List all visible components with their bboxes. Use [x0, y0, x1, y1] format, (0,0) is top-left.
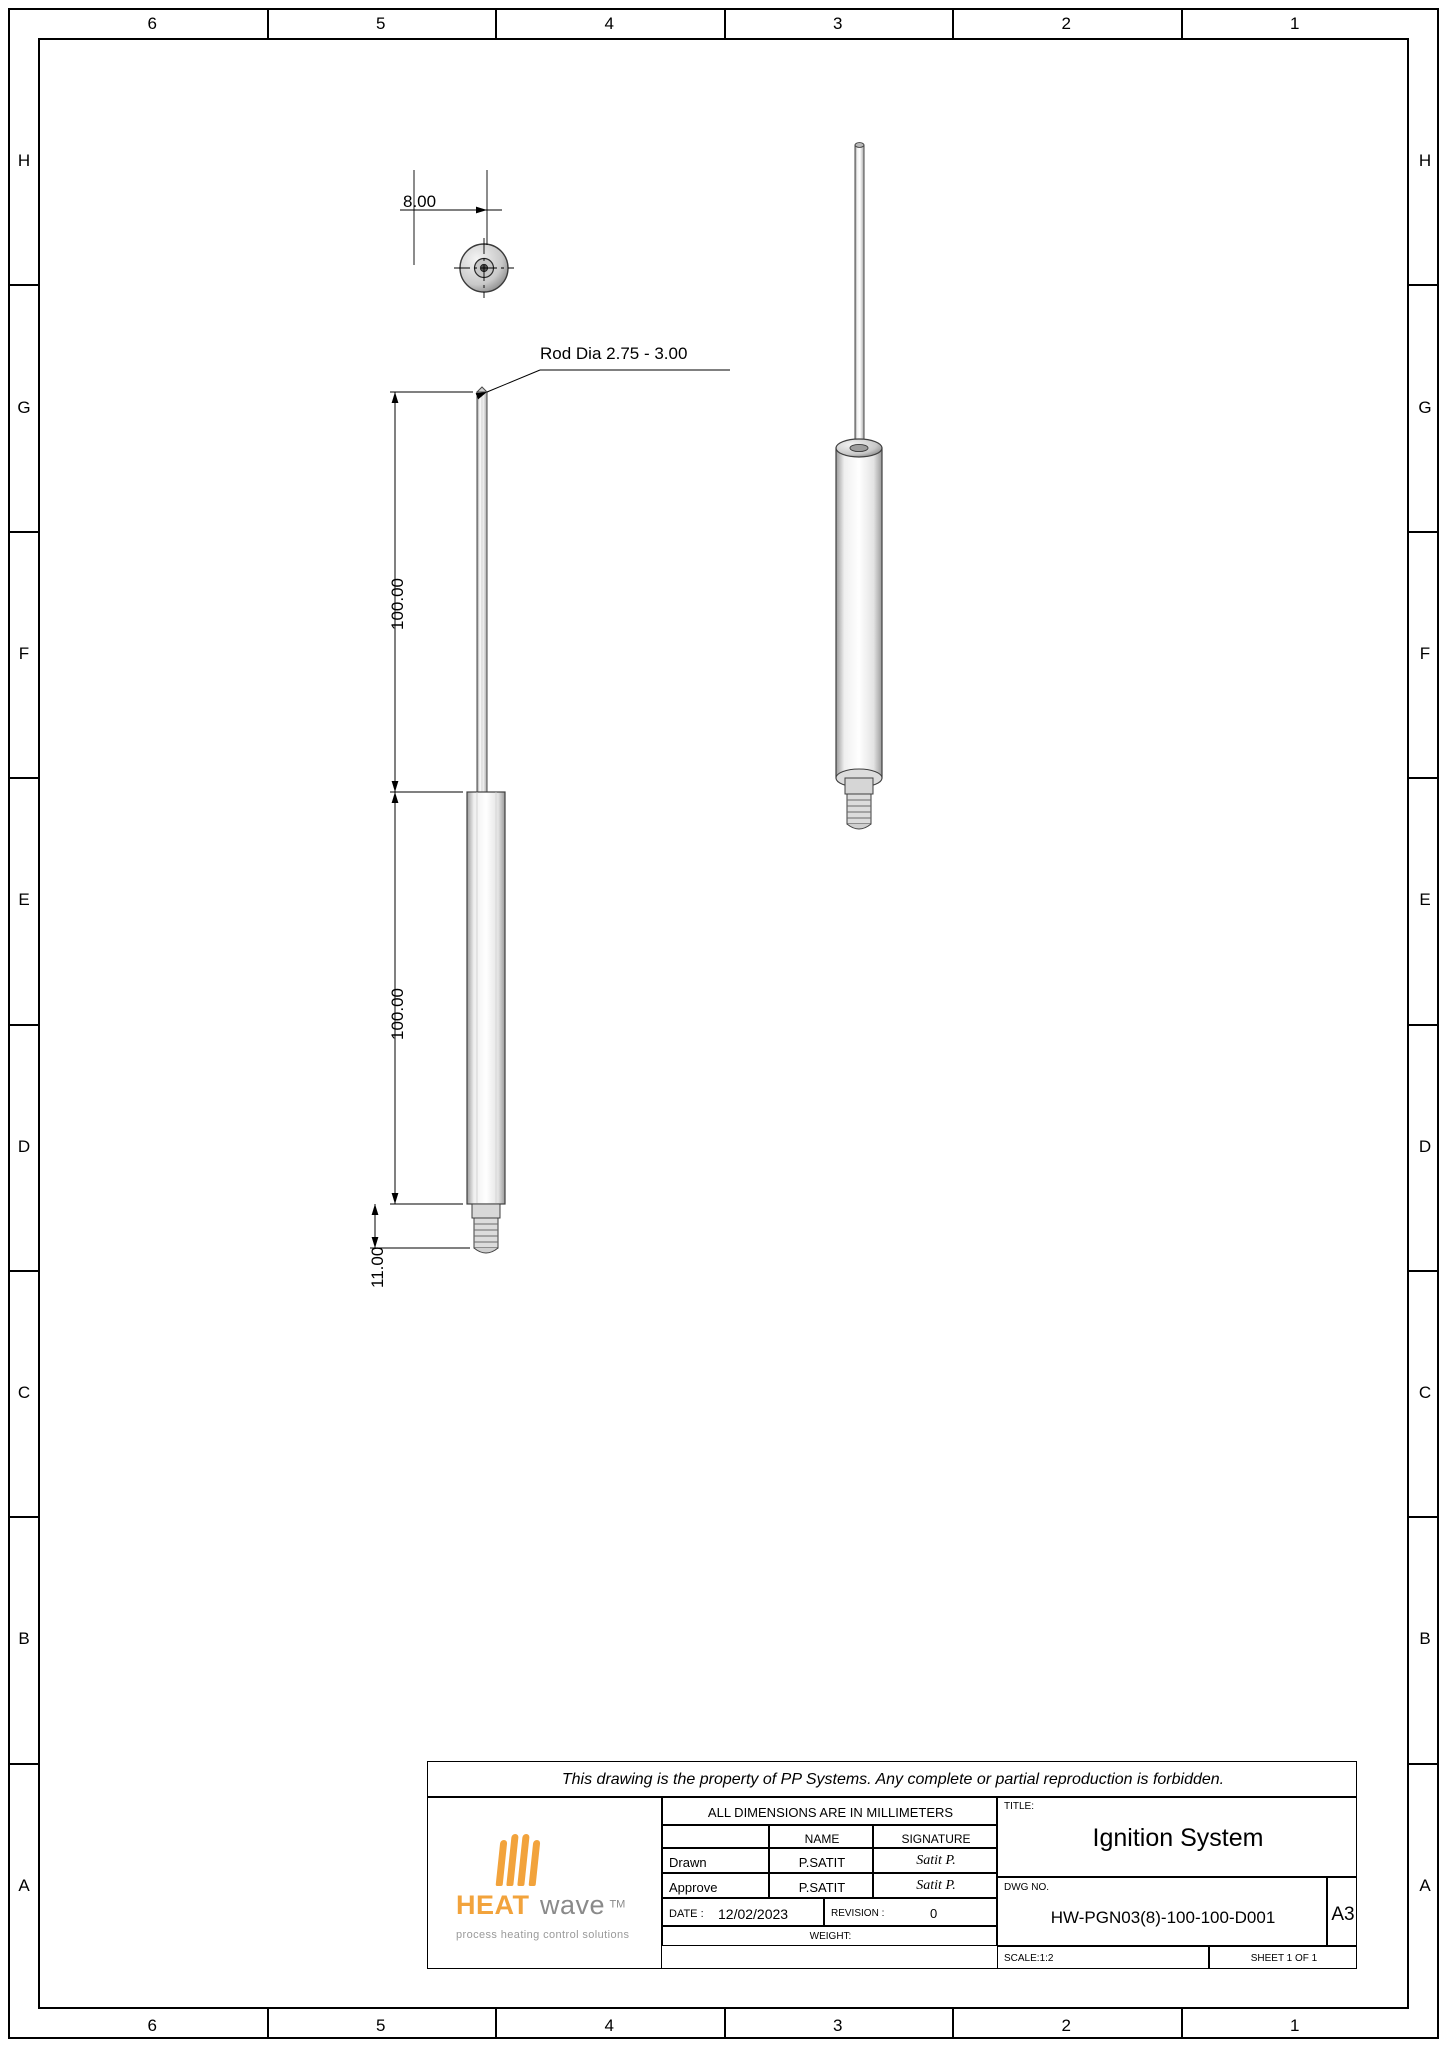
zone-tick-col	[495, 8, 497, 38]
title-cell	[997, 1797, 1357, 1877]
zone-label-row-H-left: H	[17, 151, 31, 171]
weight-cell	[662, 1926, 997, 1946]
logo-brand-light: wave	[539, 1890, 605, 1920]
leader-rod-dia	[487, 370, 730, 392]
zone-label-col-4-top: 4	[604, 14, 614, 33]
dwg-no-value: HW-PGN03(8)-100-100-D001	[1050, 1908, 1276, 1927]
weight-label: WEIGHT:	[809, 1931, 852, 1942]
dwg-no-label: DWG NO.	[1004, 1882, 1049, 1893]
zone-label-col-6-bottom: 6	[147, 2016, 157, 2035]
sheet-size-value: A3	[1331, 1904, 1355, 1925]
zone-label-col-1-top: 1	[1290, 14, 1300, 33]
zone-label-col-3-top: 3	[833, 14, 843, 33]
zone-label-col-5-top: 5	[376, 14, 386, 33]
dim-label-body-100: 100.00	[388, 988, 407, 1040]
zone-label-row-C-left: C	[17, 1383, 31, 1403]
drawn-name-text: P.SATIT	[798, 1855, 846, 1870]
zone-label-col-4-bottom: 4	[604, 2016, 614, 2035]
zone-label-row-A-left: A	[18, 1875, 30, 1895]
date-value: 12/02/2023	[718, 1906, 789, 1922]
dim-label-8: 8.00	[403, 192, 437, 211]
date-label: DATE :	[669, 1908, 704, 1920]
units-note-text: ALL DIMENSIONS ARE IN MILLIMETERS	[707, 1805, 954, 1820]
signature-header-cell	[873, 1825, 997, 1848]
zone-label-row-E-right: E	[1419, 890, 1431, 910]
zone-tick-col	[495, 2009, 497, 2039]
zone-tick-row	[1409, 1270, 1439, 1272]
drawn-signature-cell	[873, 1848, 997, 1873]
drawn-name-cell	[769, 1848, 873, 1873]
logo-cell	[427, 1797, 662, 1969]
title-label: TITLE:	[1004, 1801, 1035, 1812]
iso-view-assembly	[836, 143, 882, 829]
approve-name-text: P.SATIT	[798, 1880, 846, 1895]
zone-label-row-D-left: D	[17, 1136, 31, 1156]
zone-tick-col	[1181, 8, 1183, 38]
zone-label-col-3-bottom: 3	[833, 2016, 843, 2035]
zone-tick-row	[1409, 1516, 1439, 1518]
zone-label-row-F-right: F	[1419, 643, 1431, 663]
zone-tick-row	[8, 284, 38, 286]
heatwave-flames-icon	[498, 1834, 542, 1891]
zone-tick-row	[8, 1024, 38, 1026]
name-header-text: NAME	[804, 1832, 840, 1846]
part-geometry	[40, 40, 1407, 2007]
approve-signature-text: Satit P.	[916, 1878, 956, 1893]
drawn-role-cell	[662, 1848, 769, 1873]
revision-label: REVISION :	[831, 1908, 885, 1919]
zone-label-row-D-right: D	[1418, 1136, 1432, 1156]
zone-tick-row	[8, 1763, 38, 1765]
dim-label-rod-dia: Rod Dia 2.75 - 3.00	[540, 344, 688, 363]
sheet-size-cell	[1327, 1877, 1357, 1946]
drawn-signature-text: Satit P.	[916, 1853, 956, 1868]
zone-tick-row	[1409, 1024, 1439, 1026]
dwg-no-cell	[997, 1877, 1327, 1946]
zone-tick-row	[1409, 284, 1439, 286]
zone-tick-col	[724, 8, 726, 38]
zone-tick-row	[8, 531, 38, 533]
front-view-assembly	[467, 387, 505, 1253]
zone-label-col-5-bottom: 5	[376, 2016, 386, 2035]
property-notice-text: This drawing is the property of PP Systems. Any complete or partial reproduction is forbidden.	[561, 1771, 1225, 1788]
zone-tick-col	[952, 8, 954, 38]
zone-label-row-G-left: G	[17, 397, 31, 417]
zone-label-col-2-bottom: 2	[1061, 2016, 1071, 2035]
zone-label-row-B-right: B	[1419, 1629, 1431, 1649]
zone-label-row-H-right: H	[1418, 151, 1432, 171]
zone-tick-col	[267, 8, 269, 38]
drawing-title-value: Ignition System	[1092, 1824, 1264, 1852]
zone-tick-col	[1181, 2009, 1183, 2039]
drawn-role-text: Drawn	[669, 1855, 707, 1870]
zone-tick-row	[8, 1516, 38, 1518]
zone-tick-col	[267, 2009, 269, 2039]
dim-label-thread-11: 11.00	[368, 1246, 387, 1288]
revision-cell	[824, 1898, 997, 1926]
revision-value: 0	[930, 1906, 938, 1921]
dim-label-rod-100: 100.00	[388, 578, 407, 630]
drawing-area	[40, 40, 1407, 2007]
dim-thread-11	[370, 1204, 470, 1248]
approve-role-cell	[662, 1873, 769, 1898]
zone-label-row-A-right: A	[1419, 1875, 1431, 1895]
zone-label-row-G-right: G	[1418, 397, 1432, 417]
signature-header-text: SIGNATURE	[901, 1832, 971, 1846]
zone-tick-row	[1409, 531, 1439, 533]
zone-label-col-2-top: 2	[1061, 14, 1071, 33]
units-note-cell	[662, 1797, 997, 1825]
sheet-number-cell	[1209, 1946, 1357, 1969]
logo-trademark: TM	[609, 1898, 626, 1911]
zone-tick-row	[8, 1270, 38, 1272]
zone-label-col-1-bottom: 1	[1290, 2016, 1300, 2035]
top-view-washer	[454, 238, 514, 298]
logo-tagline: process heating control solutions	[456, 1929, 630, 1941]
approve-role-text: Approve	[669, 1880, 718, 1895]
zone-label-col-6-top: 6	[147, 14, 157, 33]
zone-tick-col	[724, 2009, 726, 2039]
property-notice-box	[427, 1761, 1357, 1797]
zone-tick-row	[1409, 1763, 1439, 1765]
zone-tick-col	[952, 2009, 954, 2039]
zone-label-row-B-left: B	[18, 1629, 30, 1649]
zone-label-row-C-right: C	[1418, 1383, 1432, 1403]
zone-label-row-F-left: F	[18, 643, 30, 663]
scale-cell	[997, 1946, 1209, 1969]
approve-signature-cell	[873, 1873, 997, 1898]
approval-blank-header	[662, 1825, 769, 1848]
zone-tick-row	[8, 777, 38, 779]
zone-tick-row	[1409, 777, 1439, 779]
scale-value: SCALE:1:2	[1004, 1953, 1054, 1964]
zone-label-row-E-left: E	[18, 890, 30, 910]
logo-brand-bold: HEAT	[456, 1890, 530, 1920]
date-cell	[662, 1898, 824, 1926]
approve-name-cell	[769, 1873, 873, 1898]
sheet-number-value: SHEET 1 OF 1	[1250, 1953, 1318, 1964]
name-header-cell	[769, 1825, 873, 1848]
